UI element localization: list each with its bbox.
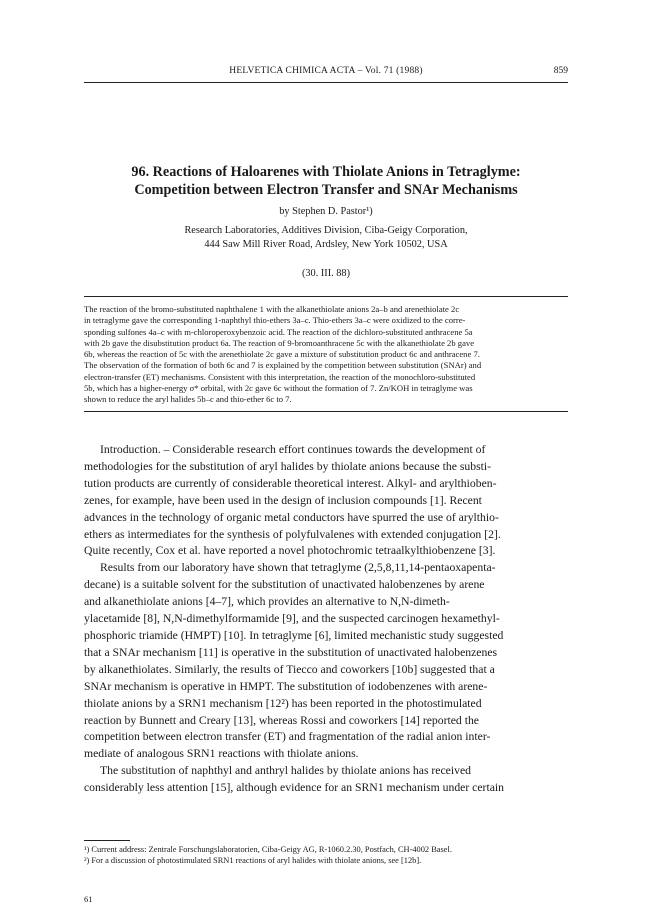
body-line: tution products are currently of considerable theoretical interest. Alkyl- and arylthioben- — [84, 476, 497, 490]
body-line: mediate of analogous SRN1 reactions with thiolate anions. — [84, 747, 359, 761]
signature-mark: 61 — [84, 894, 93, 904]
body-line: Quite recently, Cox et al. have reported a novel photochromic tetraalkylthiobenzene [3]. — [84, 544, 496, 558]
footnote-1: ¹) Current address: Zentrale Forschungslaboratorien, Ciba-Geigy AG, R-1060.2.30, Postfach, CH-4002 Basel. — [84, 845, 452, 854]
body-line: methodologies for the substitution of aryl halides by thiolate anions because the substi- — [84, 459, 492, 473]
body-line: decane) is a suitable solvent for the substitution of unactivated halobenzenes by arene — [84, 578, 485, 592]
body-line: The substitution of naphthyl and anthryl halides by thiolate anions has received — [100, 764, 471, 778]
body-line: that a SNAr mechanism [11] is operative in the substitution of unactivated halobenzenes — [84, 645, 498, 659]
body-line: advances in the technology of organic metal conductors have spurred the use of arylthio- — [84, 510, 499, 524]
abstract-top-rule — [84, 296, 568, 297]
page-number: 859 — [553, 66, 568, 76]
body-line: considerably less attention [15], although evidence for an SRN1 mechanism under certain — [84, 781, 504, 795]
body-line: reaction by Bunnett and Creary [13], whereas Rossi and coworkers [14] reported the — [84, 713, 479, 727]
body-line: SNAr mechanism is operative in HMPT. The substitution of iodobenzenes with arene- — [84, 679, 488, 693]
affiliation-line-1: Research Laboratories, Additives Division, Ciba-Geigy Corporation, — [184, 225, 468, 236]
footnote-separator — [84, 840, 130, 841]
footnotes — [84, 844, 568, 866]
body-line: phosphoric triamide (HMPT) [10]. In tetraglyme [6], limited mechanistic study suggested — [84, 628, 504, 642]
body-line: and alkanethiolate anions [4–7], which provides an alternative to N,N-dimeth- — [84, 595, 450, 609]
running-header — [84, 66, 568, 80]
body-line: zenes, for example, have been used in the design of inclusion compounds [1]. Recent — [84, 493, 482, 507]
body-line: thiolate anions by a SRN1 mechanism [12²) has been reported in the photostimulated — [84, 696, 482, 710]
title-line-1: 96. Reactions of Haloarenes with Thiolate Anions in Tetraglyme: — [131, 164, 521, 180]
abstract-line: electron-transfer (ET) mechanisms. Consistent with this interpretation, the reaction of the monochloro-substituted — [84, 371, 476, 382]
body-line: by alkanethiolates. Similarly, the results of Tiecco and coworkers [10b] suggested that a — [84, 662, 495, 676]
title-line-2: Competition between Electron Transfer and SNAr Mechanisms — [134, 182, 518, 198]
header-rule — [84, 82, 568, 83]
body-line: Results from our laboratory have shown that tetraglyme (2,5,8,11,14-pentaoxapenta- — [100, 561, 496, 575]
abstract-line: in tetraglyme gave the corresponding 1-naphthyl thio-ethers 3a–c. Thio-ethers 3a–c were oxidized to the corre- — [84, 315, 466, 326]
footnote-2: ²) For a discussion of photostimulated SRN1 reactions of aryl halides with thiolate anions, see [12b]. — [84, 856, 422, 865]
body-line: Introduction. – Considerable research effort continues towards the development of — [100, 443, 486, 456]
journal-header: HELVETICA CHIMICA ACTA – Vol. 71 (1988) — [229, 66, 423, 76]
body-line: competition between electron transfer (ET) and fragmentation of the radial anion inter- — [84, 730, 491, 744]
affiliation — [84, 224, 568, 252]
abstract — [84, 304, 568, 406]
abstract-line: sponding sulfones 4a–c with m-chloroperoxybenzoic acid. The reaction of the dichloro-substituted anthracene 5a — [84, 326, 473, 337]
article-title — [84, 163, 568, 199]
affiliation-line-2: 444 Saw Mill River Road, Ardsley, New York 10502, USA — [204, 239, 448, 250]
abstract-line: 5b, which has a higher-energy σ* orbital, with 2c gave 6c without the formation of 7. Zn/KOH in tetraglyme was — [84, 383, 473, 394]
author-line: by Stephen D. Pastor¹) — [279, 206, 373, 217]
received-date: (30. III. 88) — [301, 268, 351, 279]
body-line: ylacetamide [8], N,N-dimethylformamide [9], and the suspected carcinogen hexamethyl- — [84, 612, 500, 626]
abstract-line: 6b, whereas the reaction of 5c with the arenethiolate 2c gave a mixture of substitution product 6c and anthracene 7. — [84, 349, 480, 360]
abstract-bottom-rule — [84, 411, 568, 412]
abstract-line: shown to reduce the aryl halides 5b–c and thio-ether 6c to 7. — [84, 394, 292, 405]
abstract-line: The observation of the formation of both 6c and 7 is explained by the competition between substitution (SNAr) and — [84, 360, 482, 371]
body-text — [84, 442, 568, 797]
abstract-line: The reaction of the bromo-substituted naphthalene 1 with the alkanethiolate anions 2a–b and arenethiolate 2c — [84, 304, 460, 314]
body-line: ethers as intermediates for the synthesis of polyfulvalenes with extended conjugation [2]. — [84, 527, 501, 541]
abstract-line: with 2b gave the disubstitution product 6a. The reaction of 9-bromoanthracene 5c with the alkanethiolate 2b gave — [84, 337, 475, 348]
